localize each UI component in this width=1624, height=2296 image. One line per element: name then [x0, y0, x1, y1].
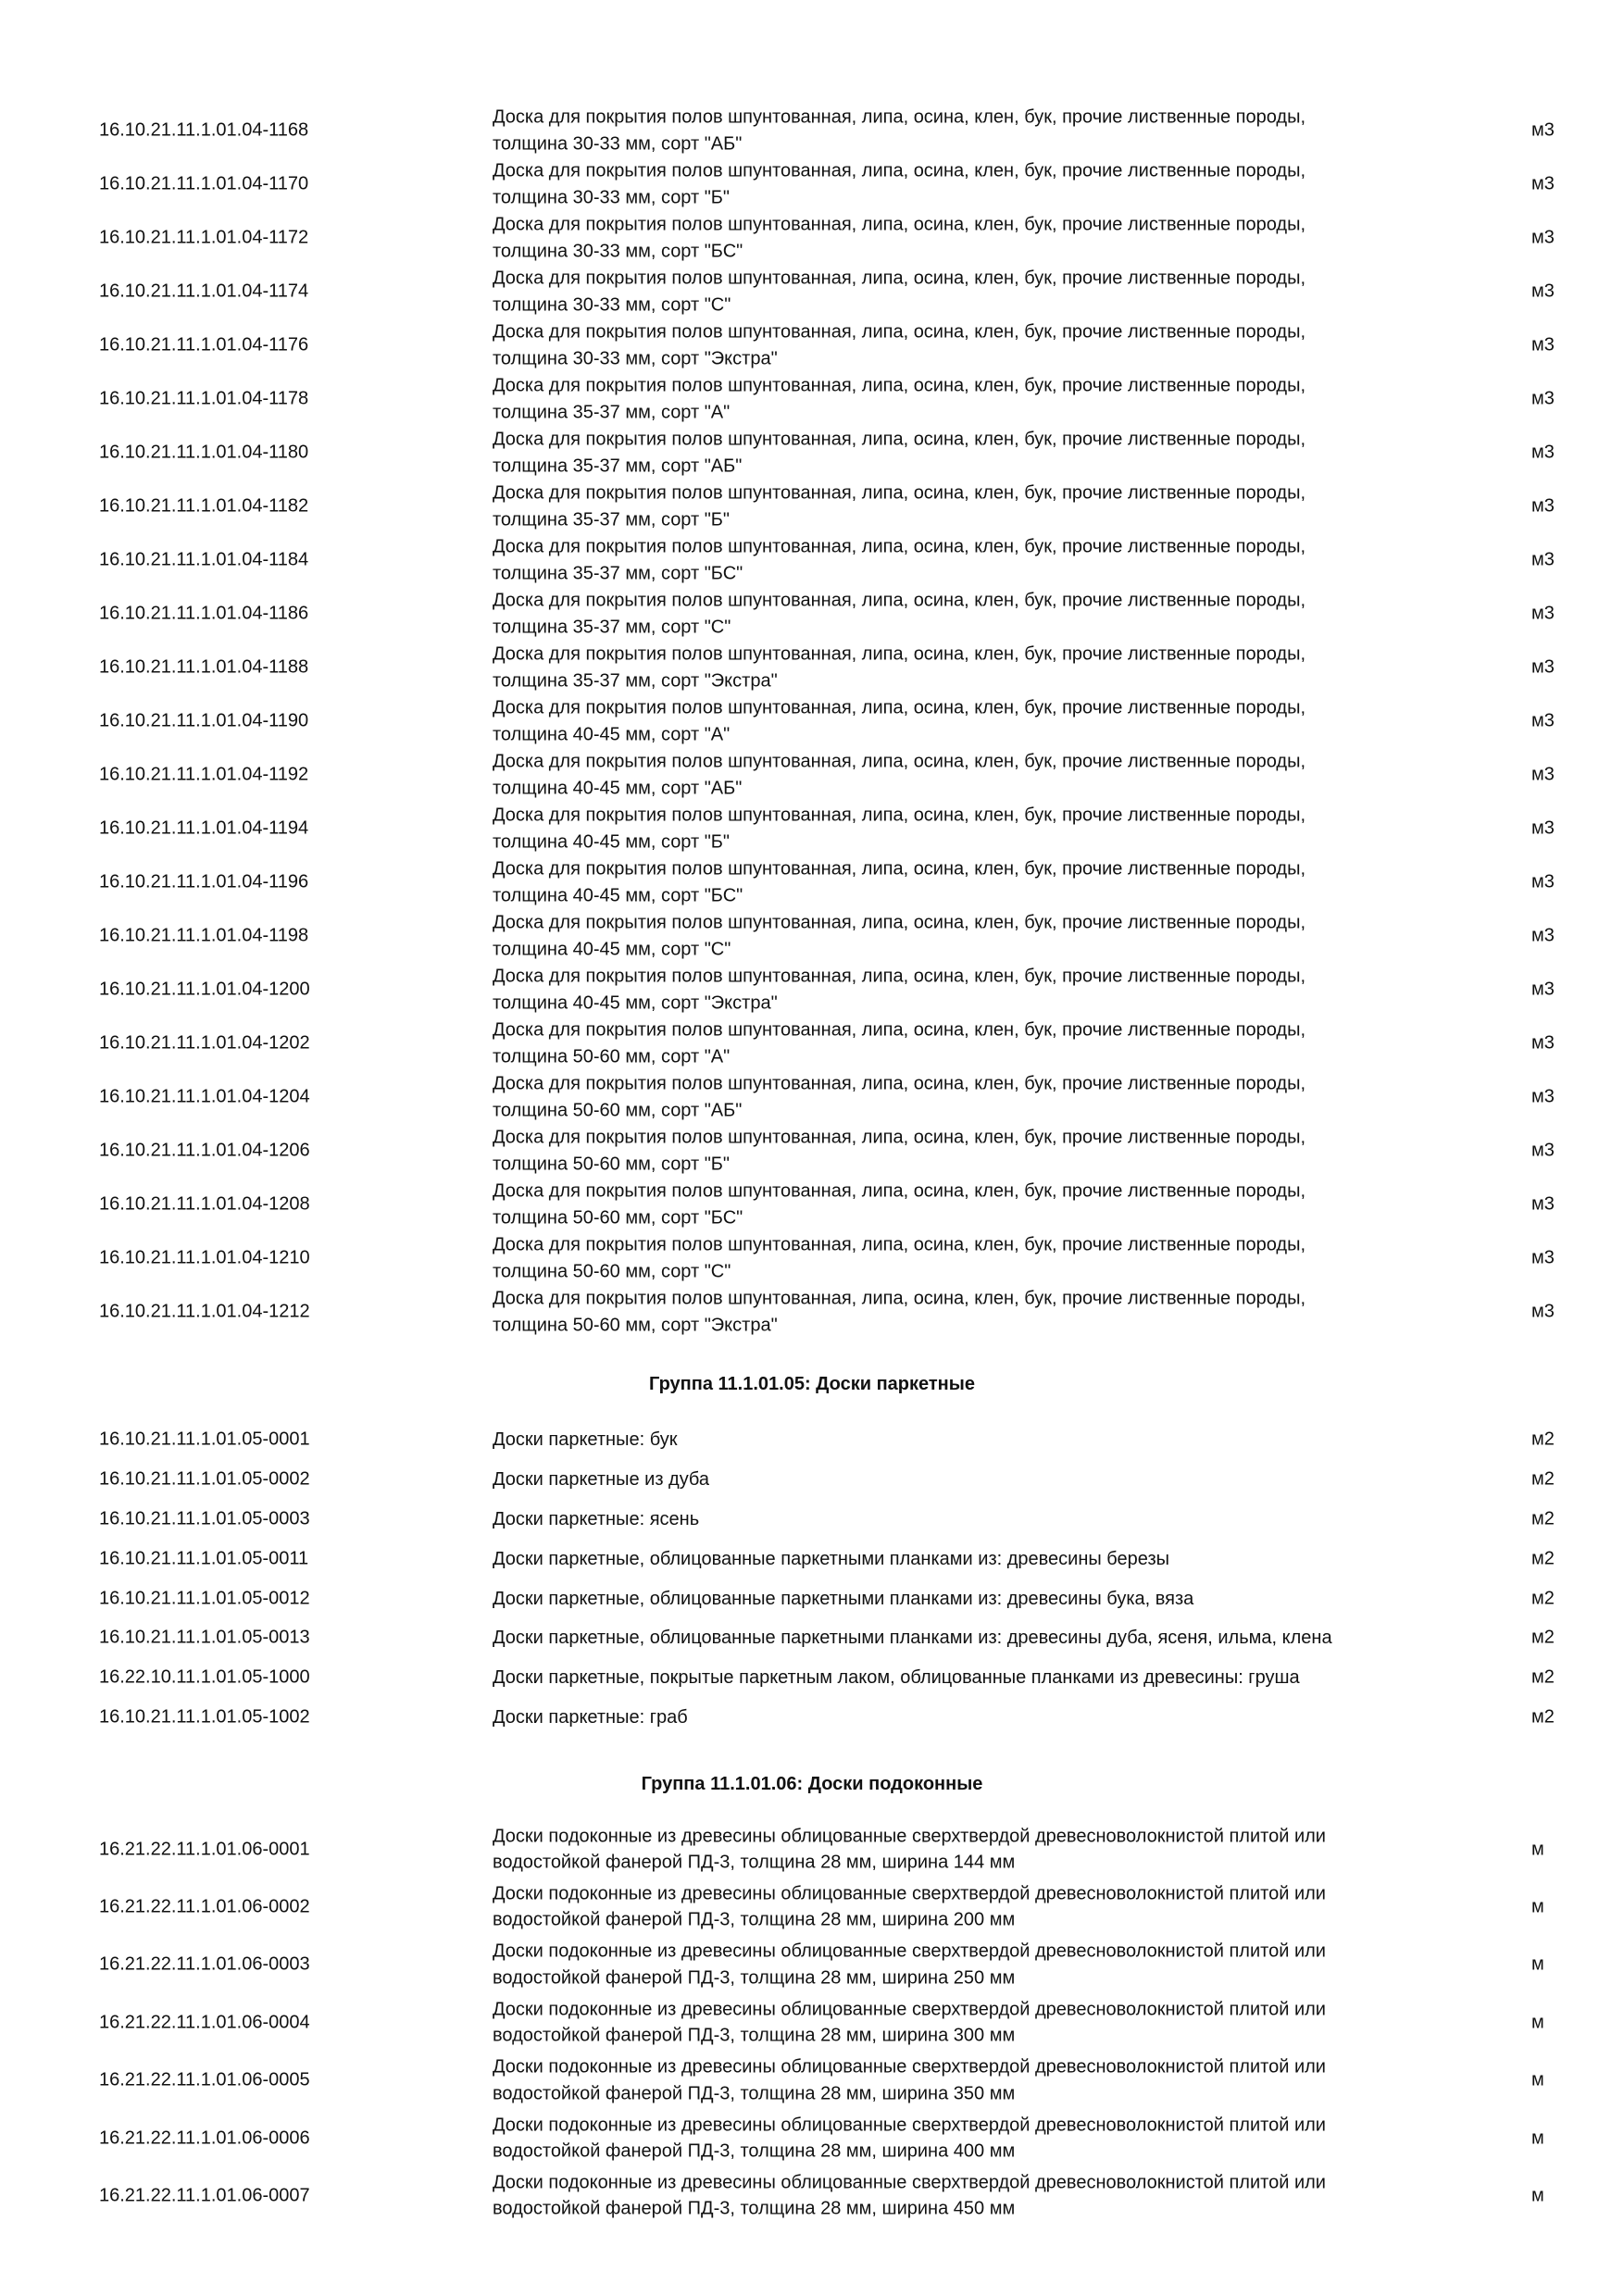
item-code: 16.10.21.11.1.01.04-1170: [99, 173, 309, 194]
item-unit: м3: [1531, 1032, 1555, 1054]
item-code: 16.22.10.11.1.01.05-1000: [99, 1666, 310, 1688]
table-row: [0, 104, 1624, 157]
item-unit: м: [1531, 2128, 1544, 2149]
table-row: [0, 1070, 1624, 1124]
item-code: 16.10.21.11.1.01.04-1194: [99, 817, 309, 839]
item-description: Доска для покрытия полов шпунтованная, липа, осина, клен, бук, прочие лиственные породы, толщина 50-60 мм, сорт "Б": [493, 1127, 1306, 1174]
item-unit: м2: [1531, 1548, 1555, 1569]
item-description: Доски паркетные из дуба: [493, 1469, 710, 1491]
item-code: 16.10.21.11.1.01.04-1172: [99, 227, 309, 248]
item-description: Доски подоконные из древесины облицованные сверхтвердой древесноволокнистой плитой или водостойкой фанерой ПД-3, толщина 28 мм, ширина 144 мм: [493, 1826, 1326, 1873]
item-description: Доска для покрытия полов шпунтованная, липа, осина, клен, бук, прочие лиственные породы, толщина 40-45 мм, сорт "А": [493, 697, 1306, 744]
item-unit: м3: [1531, 979, 1555, 1000]
item-description: Доска для покрытия полов шпунтованная, липа, осина, клен, бук, прочие лиственные породы, толщина 35-37 мм, сорт "Экстра": [493, 643, 1306, 691]
item-unit: м3: [1531, 710, 1555, 731]
table-row: [0, 2052, 1624, 2109]
item-code: 16.10.21.11.1.01.04-1182: [99, 495, 309, 517]
item-unit: м2: [1531, 1468, 1555, 1490]
item-unit: м: [1531, 1953, 1544, 1975]
item-description: Доски паркетные: граб: [493, 1706, 688, 1728]
item-description: Доски паркетные, облицованные паркетными планками из: древесины бука, вяза: [493, 1588, 1194, 1609]
item-unit: м: [1531, 2069, 1544, 2090]
item-description: Доска для покрытия полов шпунтованная, липа, осина, клен, бук, прочие лиственные породы, толщина 30-33 мм, сорт "АБ": [493, 106, 1306, 154]
table-row: [0, 533, 1624, 587]
table-row: [0, 855, 1624, 909]
item-description: Доска для покрытия полов шпунтованная, липа, осина, клен, бук, прочие лиственные породы, толщина 50-60 мм, сорт "С": [493, 1234, 1306, 1281]
table-row: [0, 1178, 1624, 1231]
item-description: Доски подоконные из древесины облицованные сверхтвердой древесноволокнистой плитой или водостойкой фанерой ПД-3, толщина 28 мм, ширина 400 мм: [493, 2115, 1326, 2162]
item-description: Доска для покрытия полов шпунтованная, липа, осина, клен, бук, прочие лиственные породы, толщина 40-45 мм, сорт "С": [493, 912, 1306, 959]
item-code: 16.10.21.11.1.01.04-1210: [99, 1247, 310, 1268]
item-code: 16.10.21.11.1.01.05-1002: [99, 1706, 310, 1728]
group-title: Группа 11.1.01.06: Доски подоконные: [641, 1774, 983, 1795]
item-description: Доска для покрытия полов шпунтованная, липа, осина, клен, бук, прочие лиственные породы, толщина 35-37 мм, сорт "Б": [493, 482, 1306, 530]
item-unit: м2: [1531, 1588, 1555, 1609]
table-row: [0, 1285, 1624, 1339]
item-description: Доска для покрытия полов шпунтованная, липа, осина, клен, бук, прочие лиственные породы, толщина 40-45 мм, сорт "БС": [493, 858, 1306, 905]
item-description: Доска для покрытия полов шпунтованная, липа, осина, клен, бук, прочие лиственные породы, толщина 50-60 мм, сорт "А": [493, 1019, 1306, 1067]
item-code: 16.10.21.11.1.01.04-1184: [99, 549, 309, 570]
item-description: Доски подоконные из древесины облицованные сверхтвердой древесноволокнистой плитой или водостойкой фанерой ПД-3, толщина 28 мм, ширина 350 мм: [493, 2056, 1326, 2104]
item-unit: м3: [1531, 442, 1555, 463]
item-unit: м3: [1531, 1140, 1555, 1161]
item-unit: м3: [1531, 1301, 1555, 1322]
item-description: Доски подоконные из древесины облицованные сверхтвердой древесноволокнистой плитой или водостойкой фанерой ПД-3, толщина 28 мм, ширина 450 мм: [493, 2172, 1326, 2219]
item-description: Доска для покрытия полов шпунтованная, липа, осина, клен, бук, прочие лиственные породы, толщина 30-33 мм, сорт "БС": [493, 214, 1306, 261]
table-row: [0, 2109, 1624, 2166]
item-code: 16.10.21.11.1.01.05-0011: [99, 1548, 309, 1569]
table-row: [0, 1231, 1624, 1285]
item-unit: м3: [1531, 603, 1555, 624]
table-row: [0, 265, 1624, 318]
table-row: [0, 1878, 1624, 1936]
item-description: Доска для покрытия полов шпунтованная, липа, осина, клен, бук, прочие лиственные породы, толщина 50-60 мм, сорт "БС": [493, 1180, 1306, 1228]
item-unit: м2: [1531, 1627, 1555, 1648]
item-code: 16.21.22.11.1.01.06-0001: [99, 1839, 310, 1860]
item-description: Доски паркетные, облицованные паркетными планками из: древесины березы: [493, 1548, 1170, 1569]
item-description: Доска для покрытия полов шпунтованная, липа, осина, клен, бук, прочие лиственные породы, толщина 50-60 мм, сорт "АБ": [493, 1073, 1306, 1120]
item-code: 16.10.21.11.1.01.04-1180: [99, 442, 309, 463]
item-description: Доски подоконные из древесины облицованные сверхтвердой древесноволокнистой плитой или водостойкой фанерой ПД-3, толщина 28 мм, ширина 200 мм: [493, 1883, 1326, 1930]
item-code: 16.10.21.11.1.01.04-1186: [99, 603, 309, 624]
item-unit: м3: [1531, 549, 1555, 570]
item-unit: м3: [1531, 281, 1555, 302]
item-code: 16.10.21.11.1.01.04-1176: [99, 334, 309, 356]
item-code: 16.10.21.11.1.01.04-1178: [99, 388, 309, 409]
table-row: [0, 1618, 1624, 1658]
item-unit: м: [1531, 2012, 1544, 2033]
item-unit: м3: [1531, 656, 1555, 678]
item-description: Доска для покрытия полов шпунтованная, липа, осина, клен, бук, прочие лиственные породы, толщина 35-37 мм, сорт "БС": [493, 536, 1306, 583]
item-code: 16.10.21.11.1.01.04-1204: [99, 1086, 310, 1107]
item-description: Доски паркетные: бук: [493, 1429, 678, 1451]
item-description: Доска для покрытия полов шпунтованная, липа, осина, клен, бук, прочие лиственные породы, толщина 35-37 мм, сорт "С": [493, 590, 1306, 637]
item-code: 16.10.21.11.1.01.04-1190: [99, 710, 309, 731]
table-row: [0, 157, 1624, 211]
item-description: Доски подоконные из древесины облицованные сверхтвердой древесноволокнистой плитой или водостойкой фанерой ПД-3, толщина 28 мм, ширина 250 мм: [493, 1940, 1326, 1989]
item-description: Доски паркетные, облицованные паркетными планками из: древесины дуба, ясеня, ильма, клена: [493, 1628, 1332, 1649]
item-code: 16.21.22.11.1.01.06-0004: [99, 2012, 310, 2033]
item-code: 16.21.22.11.1.01.06-0003: [99, 1953, 310, 1975]
item-code: 16.10.21.11.1.01.04-1168: [99, 119, 309, 141]
item-code: 16.21.22.11.1.01.06-0007: [99, 2185, 310, 2206]
item-description: Доска для покрытия полов шпунтованная, липа, осина, клен, бук, прочие лиственные породы, толщина 50-60 мм, сорт "Экстра": [493, 1288, 1306, 1335]
item-unit: м3: [1531, 119, 1555, 141]
item-unit: м2: [1531, 1508, 1555, 1529]
item-unit: м3: [1531, 1247, 1555, 1268]
item-description: Доска для покрытия полов шпунтованная, липа, осина, клен, бук, прочие лиственные породы, толщина 40-45 мм, сорт "Экстра": [493, 966, 1306, 1013]
section-2: [0, 1748, 1624, 2225]
item-unit: м: [1531, 1839, 1544, 1860]
item-unit: м3: [1531, 495, 1555, 517]
table-row: [0, 372, 1624, 426]
item-code: 16.10.21.11.1.01.04-1212: [99, 1301, 310, 1322]
table-row: [0, 1017, 1624, 1070]
item-code: 16.10.21.11.1.01.05-0001: [99, 1429, 310, 1450]
table-row: [0, 1936, 1624, 1993]
section-0: [0, 104, 1624, 1339]
section-1: [0, 1348, 1624, 1737]
item-description: Доски паркетные: ясень: [493, 1508, 700, 1529]
item-code: 16.21.22.11.1.01.06-0005: [99, 2069, 310, 2090]
table-row: [0, 1539, 1624, 1578]
table-row: [0, 694, 1624, 748]
item-unit: м3: [1531, 227, 1555, 248]
item-description: Доска для покрытия полов шпунтованная, липа, осина, клен, бук, прочие лиственные породы, толщина 40-45 мм, сорт "АБ": [493, 751, 1306, 798]
item-unit: м3: [1531, 388, 1555, 409]
table-row: [0, 963, 1624, 1017]
item-unit: м2: [1531, 1429, 1555, 1450]
item-code: 16.10.21.11.1.01.04-1208: [99, 1193, 310, 1215]
item-unit: м3: [1531, 871, 1555, 892]
item-unit: м: [1531, 2185, 1544, 2206]
item-code: 16.21.22.11.1.01.06-0006: [99, 2128, 310, 2149]
item-unit: м: [1531, 1896, 1544, 1917]
table-row: [0, 2167, 1624, 2225]
item-unit: м3: [1531, 334, 1555, 356]
group-title: Группа 11.1.01.05: Доски паркетные: [649, 1374, 975, 1394]
item-unit: м2: [1531, 1706, 1555, 1728]
item-description: Доска для покрытия полов шпунтованная, липа, осина, клен, бук, прочие лиственные породы, толщина 30-33 мм, сорт "Экстра": [493, 321, 1306, 368]
item-description: Доска для покрытия полов шпунтованная, липа, осина, клен, бук, прочие лиственные породы, толщина 30-33 мм, сорт "С": [493, 268, 1306, 315]
item-unit: м3: [1531, 173, 1555, 194]
table-row: [0, 1124, 1624, 1178]
table-row: [0, 587, 1624, 641]
item-unit: м3: [1531, 817, 1555, 839]
item-unit: м2: [1531, 1666, 1555, 1688]
item-description: Доски подоконные из древесины облицованные сверхтвердой древесноволокнистой плитой или водостойкой фанерой ПД-3, толщина 28 мм, ширина 300 мм: [493, 1999, 1326, 2046]
item-code: 16.10.21.11.1.01.04-1198: [99, 925, 309, 946]
table-row: [0, 426, 1624, 480]
item-code: 16.10.21.11.1.01.05-0003: [99, 1508, 310, 1529]
table-row: [0, 318, 1624, 372]
item-code: 16.10.21.11.1.01.05-0012: [99, 1588, 310, 1609]
item-code: 16.10.21.11.1.01.04-1192: [99, 764, 309, 785]
item-code: 16.10.21.11.1.01.04-1174: [99, 281, 309, 302]
table-row: [0, 802, 1624, 855]
table-row: [0, 1820, 1624, 1878]
table-row: [0, 480, 1624, 533]
item-description: Доска для покрытия полов шпунтованная, липа, осина, клен, бук, прочие лиственные породы, толщина 35-37 мм, сорт "АБ": [493, 429, 1306, 476]
item-code: 16.10.21.11.1.01.04-1206: [99, 1140, 310, 1161]
table-row: [0, 1500, 1624, 1540]
item-code: 16.10.21.11.1.01.05-0002: [99, 1468, 310, 1490]
item-unit: м3: [1531, 1086, 1555, 1107]
item-description: Доски паркетные, покрытые паркетным лаком, облицованные планками из древесины: груша: [493, 1667, 1300, 1689]
item-code: 16.21.22.11.1.01.06-0002: [99, 1896, 310, 1917]
item-description: Доска для покрытия полов шпунтованная, липа, осина, клен, бук, прочие лиственные породы, толщина 35-37 мм, сорт "А": [493, 375, 1306, 422]
table-row: [0, 748, 1624, 802]
table-row: [0, 1698, 1624, 1738]
item-code: 16.10.21.11.1.01.04-1202: [99, 1032, 310, 1054]
item-description: Доска для покрытия полов шпунтованная, липа, осина, клен, бук, прочие лиственные породы, толщина 40-45 мм, сорт "Б": [493, 805, 1306, 852]
item-unit: м3: [1531, 1193, 1555, 1215]
item-code: 16.10.21.11.1.01.04-1196: [99, 871, 309, 892]
table-row: [0, 211, 1624, 265]
table-row: [0, 1420, 1624, 1460]
table-row: [0, 1578, 1624, 1618]
item-code: 16.10.21.11.1.01.04-1188: [99, 656, 309, 678]
table-row: [0, 1460, 1624, 1500]
item-unit: м3: [1531, 925, 1555, 946]
item-unit: м3: [1531, 764, 1555, 785]
item-code: 16.10.21.11.1.01.04-1200: [99, 979, 310, 1000]
table-row: [0, 1994, 1624, 2052]
table-row: [0, 1658, 1624, 1698]
item-code: 16.10.21.11.1.01.05-0013: [99, 1627, 310, 1648]
table-row: [0, 909, 1624, 963]
item-description: Доска для покрытия полов шпунтованная, липа, осина, клен, бук, прочие лиственные породы, толщина 30-33 мм, сорт "Б": [493, 160, 1306, 207]
table-row: [0, 641, 1624, 694]
